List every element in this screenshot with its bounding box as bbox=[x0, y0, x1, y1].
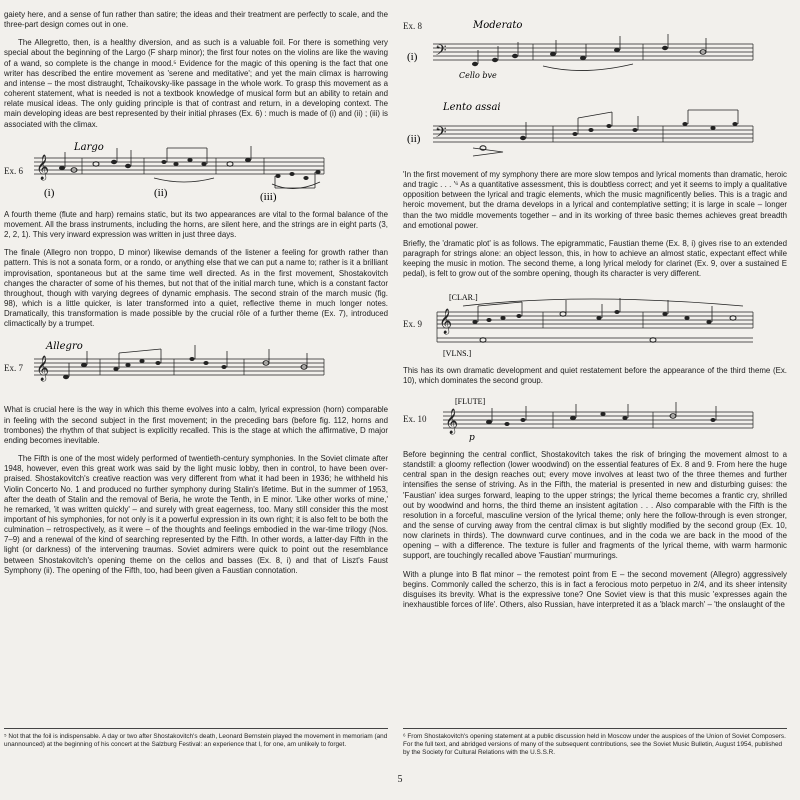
svg-text:𝄞: 𝄞 bbox=[439, 308, 453, 334]
paragraph-finale: The finale (Allegro non troppo, D minor) likewise demands of the listener a feeling for growth rather than pattern. This is not a sonata form, or a rondo, or anything else that we can put a name to; rather is it a brilliant improvisation, spontaneous but at the same time well directed. As in the first movement, Shostakovitch changes the character of some of his themes, but not that of the initial march tune, which is a constant factor throughout, though with varying degrees of dynamic emphasis. The second strain of the march music (fig. 98), which is a little quicker, is later transformed into a quiet, reflective theme in much longer notes. Dramatically, this transformation is made possible by the crucial rôle of a further theme (Ex. 7), introduced climactically by a trumpet. bbox=[4, 248, 388, 329]
paragraph-quote: 'In the first movement of my symphony there are more slow tempos and lyrical moments than dramatic, heroic and tragic . . . '⁶ As a quantitative assessment, this is doubtless correct; and yet it seems to imply a qualitative opposition between the lyrical and tragic elements, which the music magnificently belies. This is a tragic and heroic movement, but the drama develops in a lyrical and contemplative setting; it is large in scale – longer than the two middle movements together – and in its working of three basic themes achieves great breadth and emotional power. bbox=[403, 170, 787, 230]
ex6-part-iii: (iii) bbox=[260, 190, 277, 203]
paragraph-dramatic-development: This has its own dramatic development and quiet restatement before the appearance of the third theme (Ex. 10), which dominates the second group. bbox=[403, 365, 787, 385]
ex6-part-i: (i) bbox=[44, 186, 55, 199]
ex6-staff bbox=[4, 138, 388, 204]
paragraph-briefly: Briefly, the 'dramatic plot' is as follows. The epigrammatic, Faustian theme (Ex. 8, i) gives rise to an extended paragraph for strings alone: an object lesson, this, in how to achieve an almost static, expectant effect while keeping the music in motion. The second theme, a long lyrical melody for clarinet (Ex. 9, over a sustained E pedal), is felt to grow out of the sombre opening, though its character is very different. bbox=[403, 238, 787, 279]
ex6-tempo: Largo bbox=[74, 141, 104, 153]
ex9-top-label: [CLAR.] bbox=[449, 292, 478, 302]
ex8-part-ii: (ii) bbox=[407, 133, 421, 145]
paragraph-second-movement: With a plunge into B flat minor – the remotest point from E – the second movement (Allegro) aggressively begins. Commonly called the scherzo, this is in fact a ferocious moto perpetuo in 2/4, and its sheer intensity disguises its brevity. What is the expressive tone? One Soviet view is that this music 'expresses again the inexhaustible forces of life'. Others, also Russian, have interpreted it as a 'black march' – 'the onslaught of the bbox=[403, 569, 787, 610]
right-column bbox=[403, 10, 787, 618]
paragraph-allegretto: The Allegretto, then, is a healthy diversion, and as such is a valuable foil. For there is something very special about the beginning of the Largo (F sharp minor); the first four notes on the violins are like the waving of a wand, so complete is the change in mood.⁵ Evidence for the magic of this opening is the fact that one writer has described the entire movement as 'serene and meditative'; and yet the main climax is harrowing and intense – the most distraught, Tchaikovsky-like passage in the whole work. To grasp this movement as a coherent statement, what is needed is not a textbook knowledge of musical form but an ability to retain and relate musical ideas. The only guiding principle is that of contrast and return, in a developing context. The main developing ideas are best represented by their initial phrases (Ex. 6) : much is made of (i) and (ii) ; (iii) is associated with the climax. bbox=[4, 38, 388, 129]
music-example-9 bbox=[403, 288, 787, 360]
paragraph-intro: gaiety here, and a sense of fun rather than satire; the ideas and their treatment are perfectly to scale, and the three-part design comes out in one. bbox=[4, 10, 388, 30]
example-label: Ex. 10 bbox=[403, 413, 427, 424]
paragraph-fourth-theme: A fourth theme (flute and harp) remains static, but its two appearances are vital to the formal balance of the movement. All the brass instruments, including the horns, are silent here, and the strings are in eight parts (3, 2, 2, 1). This very inward expression was written in just three days. bbox=[4, 209, 388, 240]
footnote-right: ⁶ From Shostakovitch's opening statement at a public discussion held in Moscow under the auspices of the Union of Soviet Composers. For the full text, and abridged versions of many of the subsequent contributions, see the Soviet Music Bulletin, August 1954, published by the Society for Cultural Relations with the U.S.S.R. bbox=[403, 728, 787, 757]
left-column bbox=[4, 10, 388, 584]
ex7-staff bbox=[4, 337, 388, 399]
music-example-6 bbox=[4, 138, 388, 204]
example-label: Ex. 7 bbox=[4, 363, 23, 374]
svg-text:𝄞: 𝄞 bbox=[445, 408, 459, 434]
paragraph-crucial: What is crucial here is the way in which this theme evolves into a calm, lyrical expression (horn) comparable in feeling with the second subject in the first movement; in the preceding bars (before fig. 112, horns and trombones) the rhythm of that subject is explicitly recalled. This is the stage at which the affirmative, D major ending becomes inevitable. bbox=[4, 405, 388, 445]
music-example-10 bbox=[403, 394, 787, 444]
paragraph-fifth-symphony: The Fifth is one of the most widely performed of twentieth-century symphonies. In the Soviet climate after 1948, however, even this great work was said by the light music lobby, then in control, to have been over-praised. Shostakovitch's creative reaction was very different from what it had been in 1936; he withheld his Violin Concerto No. 1 and produced no further symphony during Stalin's lifetime. But in the summer of 1953, after the death of Stalin and the removal of Beria, he wrote the Tenth, in E minor. 'Like other works of mine,' he remarked, 'it was written quickly' – and surely with great eagerness, too. Many still consider this the most important of his symphonies, for not only is it a powerful expression in its own right; it is also felt to be both the culmination – retrospectively, as it were – of the thoughts and feelings embodied in the war-time trilogy (Nos. 7–9) and a renewal of the kind of searching represented by the Fifth. In other words, a latter-day Fifth in the light (or darkness) of the intervening traumas. Soviet admirers were quick to point out the resemblance between Shostakovitch's opening theme on the cellos and basses (Ex. 8, i) and that of Liszt's Faust Symphony (ii). The opening of the Fifth, too, had been given a Faustian connotation. bbox=[4, 454, 388, 575]
paragraph-before-conflict: Before beginning the central conflict, Shostakovitch takes the risk of bringing the movement almost to a standstill: a gloomy reflection (lower woodwind) on the essential features of Ex. 8 and 9. From here the huge central span in the design reaches out; every move involves at least two of the three themes and further intensifies the sense of striving. As in the Fifth, the material is presented in new and disturbing guises: the 'Faustian' idea surges forward, leaping to the upper strings; the lyrical theme becomes a frantic cry, shrilled out by woodwind and horns, the third theme an insistent agitation . . . Also comparable with the Fifth is the resolution in a forceful, masculine version of the lyrical theme; only here the follow-through is even stronger, and the sense of curving away from the central climax is but slightly modified by the second group (Ex. 10, now clarinets in thirds). The downward curve continues, and in the coda we are back in the mood of the opening – with a difference. The texture is fuller and fragments of the lyrical theme, with warm harmonic support, are touchingly recalled above 'Faustian' murmurings. bbox=[403, 449, 787, 561]
svg-text:𝄢: 𝄢 bbox=[435, 42, 447, 63]
svg-text:𝄢: 𝄢 bbox=[435, 124, 447, 145]
page-number: 5 bbox=[397, 774, 403, 785]
ex9-bottom-label: [VLNS.] bbox=[443, 348, 472, 358]
ex7-tempo: Allegro bbox=[46, 341, 83, 353]
svg-text:𝄞: 𝄞 bbox=[36, 154, 50, 180]
ex10-staff bbox=[403, 394, 787, 444]
ex8-staves bbox=[403, 14, 787, 164]
example-label: Ex. 6 bbox=[4, 165, 23, 176]
ex8-annotation-i: Cello bve bbox=[459, 71, 497, 80]
ex8-part-i: (i) bbox=[407, 51, 418, 63]
ex8-tempo-ii: Lento assai bbox=[443, 102, 501, 113]
ex6-part-ii: (ii) bbox=[154, 186, 168, 199]
ex8-tempo-i: Moderato bbox=[473, 20, 523, 31]
example-label: Ex. 9 bbox=[403, 318, 422, 329]
svg-text:𝄞: 𝄞 bbox=[36, 356, 50, 382]
example-label: Ex. 8 bbox=[403, 21, 422, 31]
footnote-left: ⁵ Not that the foil is indispensable. A day or two after Shostakovitch's death, Leonard Bernstein played the movement in memoriam (and unannounced) at the beginning of his concert at the Salzburg Festival: an experience that I, for one, am unlikely to forget. bbox=[4, 728, 388, 749]
music-example-8 bbox=[403, 14, 787, 164]
ex10-top-label: [FLUTE] bbox=[455, 396, 486, 406]
ex9-staff bbox=[403, 288, 787, 360]
music-example-7 bbox=[4, 337, 388, 399]
svg-text:p: p bbox=[469, 432, 475, 443]
